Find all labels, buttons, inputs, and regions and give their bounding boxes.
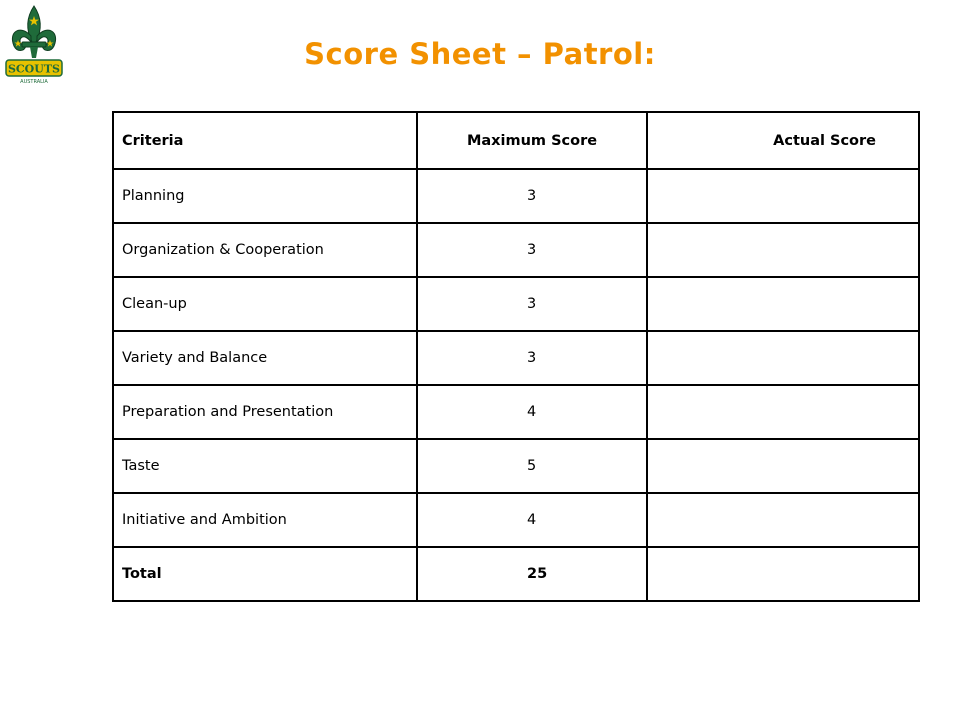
- actual-score-cell[interactable]: [647, 385, 919, 439]
- criteria-cell: Variety and Balance: [113, 331, 417, 385]
- table-row: [113, 277, 919, 331]
- page-title: Score Sheet – Patrol:: [304, 37, 656, 71]
- criteria-cell: Clean-up: [113, 277, 417, 331]
- table-header-row: [113, 112, 919, 169]
- actual-score-cell[interactable]: [647, 331, 919, 385]
- table-row: [113, 169, 919, 223]
- table-row: [113, 385, 919, 439]
- svg-text:SCOUTS: SCOUTS: [7, 62, 61, 76]
- total-actual-score[interactable]: [647, 547, 919, 601]
- max-score-cell: 3: [417, 331, 647, 385]
- actual-score-cell[interactable]: [647, 169, 919, 223]
- total-row: [113, 547, 919, 601]
- criteria-cell: Organization & Cooperation: [113, 223, 417, 277]
- max-score-cell: 4: [417, 493, 647, 547]
- max-score-cell: 3: [417, 223, 647, 277]
- table-row: [113, 223, 919, 277]
- table-row: [113, 331, 919, 385]
- table-row: [113, 493, 919, 547]
- max-score-cell: 5: [417, 439, 647, 493]
- header-criteria: Criteria: [113, 112, 417, 169]
- max-score-cell: 3: [417, 169, 647, 223]
- criteria-cell: Initiative and Ambition: [113, 493, 417, 547]
- actual-score-cell[interactable]: [647, 493, 919, 547]
- header-maximum-score: Maximum Score: [417, 112, 647, 169]
- criteria-cell: Planning: [113, 169, 417, 223]
- criteria-cell: Preparation and Presentation: [113, 385, 417, 439]
- table-row: [113, 439, 919, 493]
- max-score-cell: 4: [417, 385, 647, 439]
- actual-score-cell[interactable]: [647, 223, 919, 277]
- total-label: Total: [113, 547, 417, 601]
- total-max-score: 25: [417, 547, 647, 601]
- criteria-cell: Taste: [113, 439, 417, 493]
- actual-score-cell[interactable]: [647, 277, 919, 331]
- max-score-cell: 3: [417, 277, 647, 331]
- header-actual-score: Actual Score: [647, 112, 919, 169]
- score-table: [112, 111, 920, 602]
- svg-text:AUSTRALIA: AUSTRALIA: [20, 79, 48, 85]
- actual-score-cell[interactable]: [647, 439, 919, 493]
